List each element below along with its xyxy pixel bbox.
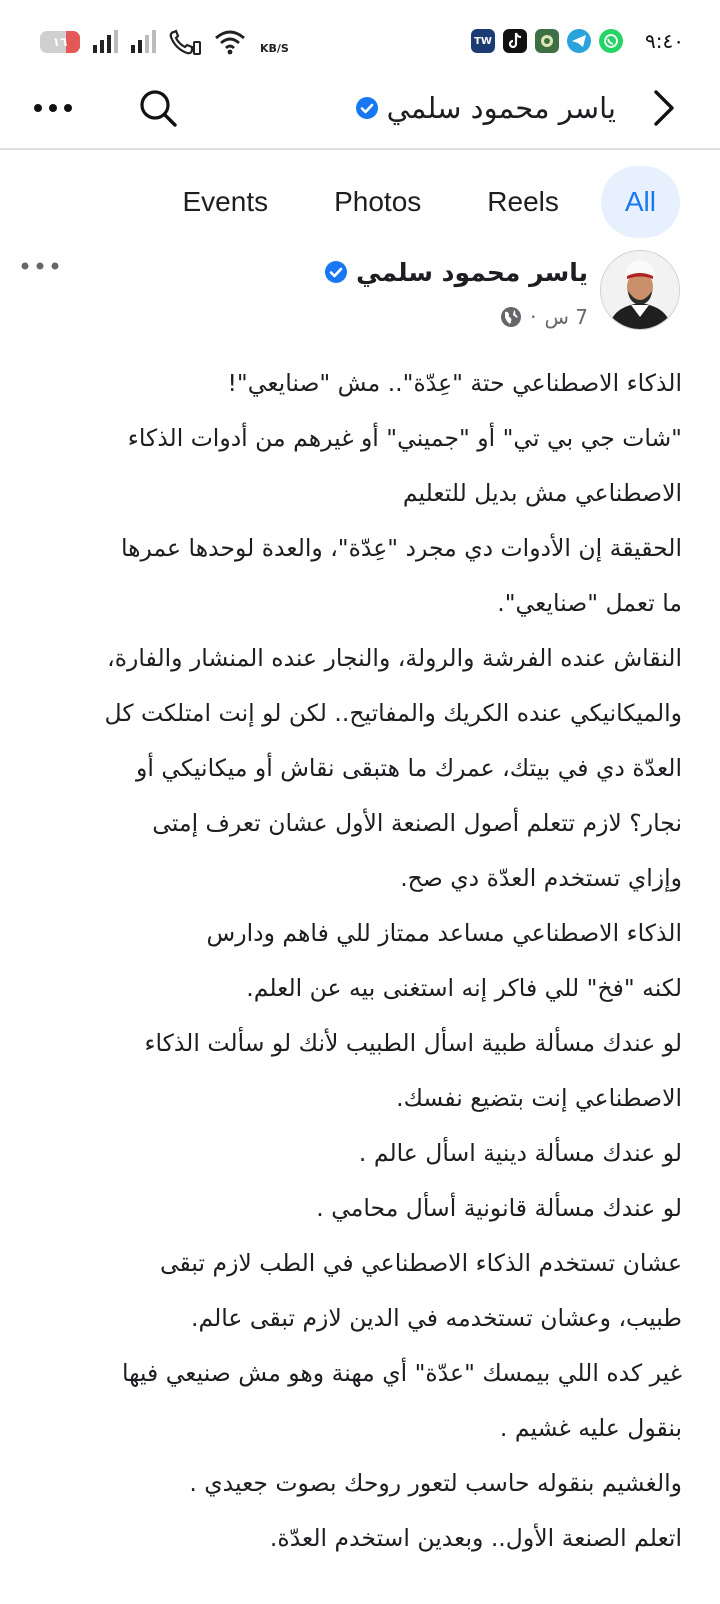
post-text-line: الحقيقة إن الأدوات دي مجرد "عِدّة"، والعدة لوحدها عمرها: [120, 534, 682, 562]
post-text-line: "شات جي بي تي" أو "جميني" أو غيرهم من أدوات الذكاء: [127, 424, 682, 452]
filter-tabs: [159, 166, 681, 238]
header-title: ياسر محمود سلمي: [386, 91, 616, 125]
post-text-line: عشان تستخدم الذكاء الاصطناعي في الطب لازم تبقى: [159, 1249, 682, 1277]
tab-all[interactable]: All: [601, 166, 680, 238]
signal-icon-sim2: [130, 30, 156, 54]
back-button[interactable]: [644, 86, 684, 130]
post-text-line: العدّة دي في بيتك، عمرك ما هتبقى نقاش أو ميكانيكي أو: [136, 754, 682, 782]
post-text-line: الاصطناعي مش بديل للتعليم: [402, 479, 682, 507]
tw-app-icon: [471, 29, 495, 53]
tiktok-icon: [503, 29, 527, 53]
search-icon: [138, 88, 178, 128]
verified-badge-icon: [324, 260, 348, 284]
post-text-line: والميكانيكي عنده الكريك والمفاتيح.. لكن لو إنت امتلكت كل: [104, 699, 682, 727]
avatar-image: [601, 251, 679, 329]
chevron-right-icon: [652, 89, 676, 127]
more-horizontal-icon: [33, 103, 73, 113]
avatar[interactable]: [600, 250, 680, 330]
search-header: [0, 72, 720, 150]
signal-icon: [92, 30, 118, 54]
tab-photos[interactable]: Photos: [334, 186, 422, 217]
post-options-button[interactable]: [18, 248, 62, 284]
whatsapp-icon: [599, 29, 623, 53]
post-author-name: ياسر محمود سلمي: [356, 257, 588, 287]
tab-events[interactable]: Events: [182, 186, 269, 217]
verified-badge-icon: [355, 96, 379, 120]
status-bar: [0, 0, 720, 82]
globe-icon: [500, 306, 522, 328]
post-text-line: النقاش عنده الفرشة والرولة، والنجار عنده المنشار والفارة،: [107, 644, 682, 672]
post-author-group[interactable]: [324, 252, 588, 292]
post-text-line: الاصطناعي إنت بتضيع نفسك.: [396, 1084, 682, 1112]
post-text-line: بنقول عليه غشيم .: [499, 1414, 682, 1442]
meta-separator: ·: [530, 305, 537, 329]
post-text-line: الذكاء الاصطناعي مساعد ممتاز للي فاهم ودارس: [206, 919, 682, 947]
post-text-line: والغشيم بنقوله حاسب لتعور روحك بصوت جعيدي .: [189, 1469, 682, 1497]
battery-icon: [40, 31, 80, 53]
more-horizontal-icon: [21, 262, 59, 270]
status-right-group: [471, 26, 684, 56]
tab-reels[interactable]: Reels: [487, 186, 559, 217]
post-text-line: لو عندك مسألة قانونية أسأل محامي .: [316, 1194, 682, 1222]
header-title-group[interactable]: [355, 88, 616, 128]
status-left-group: [40, 27, 289, 57]
camera-app-icon: [535, 29, 559, 53]
post-text-line: نجار؟ لازم تتعلم أصول الصنعة الأول عشان تعرف إمتى: [152, 809, 682, 837]
post-timestamp: 7 س: [544, 305, 588, 329]
battery-level: ١٦: [52, 35, 68, 49]
post-text-line: لكنه "فخ" للي فاكر إنه استغنى بيه عن العلم.: [246, 974, 682, 1002]
tw-app-label: TW: [474, 35, 492, 47]
post-body-text: [22, 356, 682, 1566]
wifi-icon: [214, 29, 246, 55]
post-text-line: ما تعمل "صنايعي".: [497, 589, 682, 617]
more-options-button[interactable]: [30, 86, 76, 130]
search-button[interactable]: [136, 86, 180, 130]
wifi-calling-icon: [168, 28, 202, 56]
post-text-line: طبيب، وعشان تستخدمه في الدين لازم تبقى عالم.: [190, 1304, 682, 1332]
post-text-line: اتعلم الصنعة الأول.. وبعدين استخدم العدّة.: [269, 1524, 682, 1552]
post-text-line: وإزاي تستخدم العدّة دي صح.: [400, 864, 682, 892]
post-text-line: لو عندك مسألة دينية اسأل عالم .: [358, 1139, 682, 1167]
network-speed-unit: KB/S: [260, 41, 289, 55]
status-time: ٩:٤٠: [645, 29, 684, 53]
post-text-line: الذكاء الاصطناعي حتة "عِدّة".. مش "صنايعي"!: [227, 369, 682, 397]
post-text-line: لو عندك مسألة طبية اسأل الطبيب لأنك لو سألت الذكاء: [144, 1029, 682, 1057]
post-header: [0, 246, 720, 342]
post-meta: [500, 302, 588, 332]
telegram-icon: [567, 29, 591, 53]
post-text-line: غير كده اللي بيمسك "عدّة" أي مهنة وهو مش صنيعي فيها: [121, 1359, 682, 1387]
